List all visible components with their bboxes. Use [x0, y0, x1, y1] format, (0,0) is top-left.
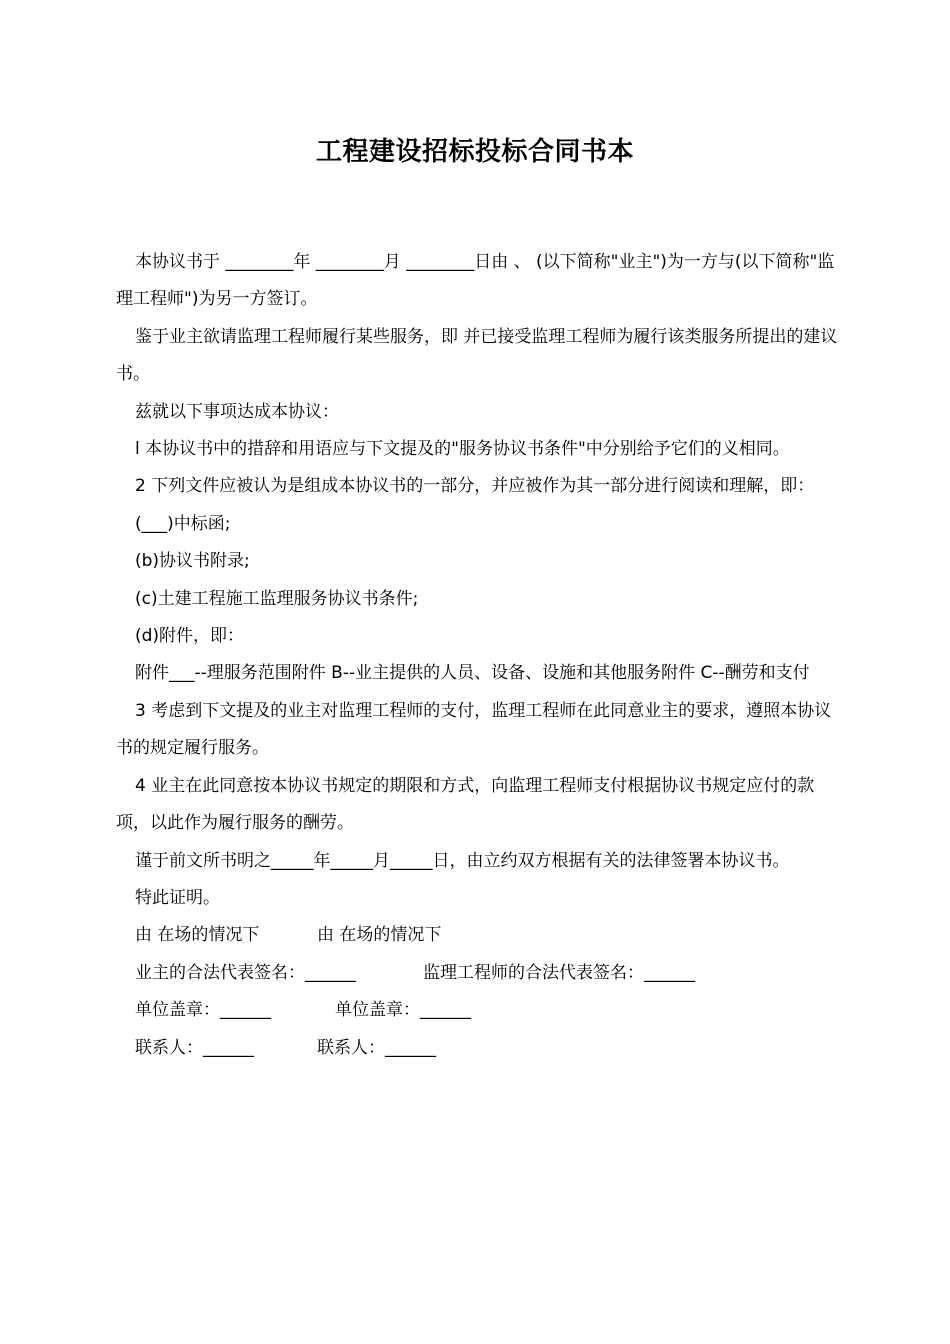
- list-item-a: (___)中标函;: [135, 513, 231, 534]
- paragraph-witness: 谨于前文所书明之_____年_____月_____日，由立约双方根据有关的法律签署本协议书。: [135, 850, 790, 871]
- engineer-seal-field: 单位盖章：______: [335, 1000, 471, 1021]
- owner-seal-field: 单位盖章：______: [135, 1000, 271, 1021]
- document-body: [116, 244, 838, 1067]
- clause-1: l 本协议书中的措辞和用语应与下文提及的"服务协议书条件"中分别给予它们的义相同。: [135, 439, 790, 460]
- owner-contact-field: 联系人：______: [135, 1037, 254, 1058]
- clause-2: 2 下列文件应被认为是组成本协议书的一部分，并应被作为其一部分进行阅读和理解，即：: [135, 476, 815, 497]
- clause-3: 3 考虑到下文提及的业主对监理工程师的支付，监理工程师在此同意业主的要求，遵照本协议书的规定履行服务。: [116, 700, 832, 759]
- paragraph-preamble: 本协议书于 ________年 ________月 ________日由 、 (以下简称"业主")为一方与(以下简称"监理工程师")为另一方签订。: [116, 252, 835, 310]
- paragraph-whereas: 鉴于业主欲请监理工程师履行某些服务，即 并已接受监理工程师为履行该类服务所提出的建议书。: [116, 326, 838, 385]
- list-item-d: (d)附件，即：: [135, 626, 245, 647]
- annex-list: 附件___--理服务范围附件 B--业主提供的人员、设备、设施和其他服务附件 C--酬劳和支付: [135, 663, 810, 684]
- list-item-b: (b)协议书附录;: [135, 551, 250, 572]
- paragraph-agreed: 兹就以下事项达成本协议：: [135, 401, 339, 422]
- signature-row-representative: [116, 955, 838, 992]
- paragraph-in-witness: 特此证明。: [135, 887, 220, 908]
- engineer-contact-field: 联系人：______: [317, 1037, 436, 1058]
- clause-4: 4 业主在此同意按本协议书规定的期限和方式，向监理工程师支付根据协议书规定应付的款项，以此作为履行服务的酬劳。: [116, 775, 815, 834]
- owner-representative-signature: 业主的合法代表签名：______: [135, 962, 356, 983]
- document-title: 工程建设招标投标合同书本: [315, 137, 634, 167]
- engineer-presence-label: 由 在场的情况下: [317, 925, 442, 946]
- list-item-c: (c)土建工程施工监理服务协议书条件;: [135, 588, 419, 609]
- signature-row-seal: [116, 992, 838, 1029]
- owner-presence-label: 由 在场的情况下: [135, 925, 260, 946]
- signature-row-presence: [116, 917, 838, 954]
- engineer-representative-signature: 监理工程师的合法代表签名：______: [423, 962, 695, 983]
- signature-row-contact: [116, 1030, 838, 1067]
